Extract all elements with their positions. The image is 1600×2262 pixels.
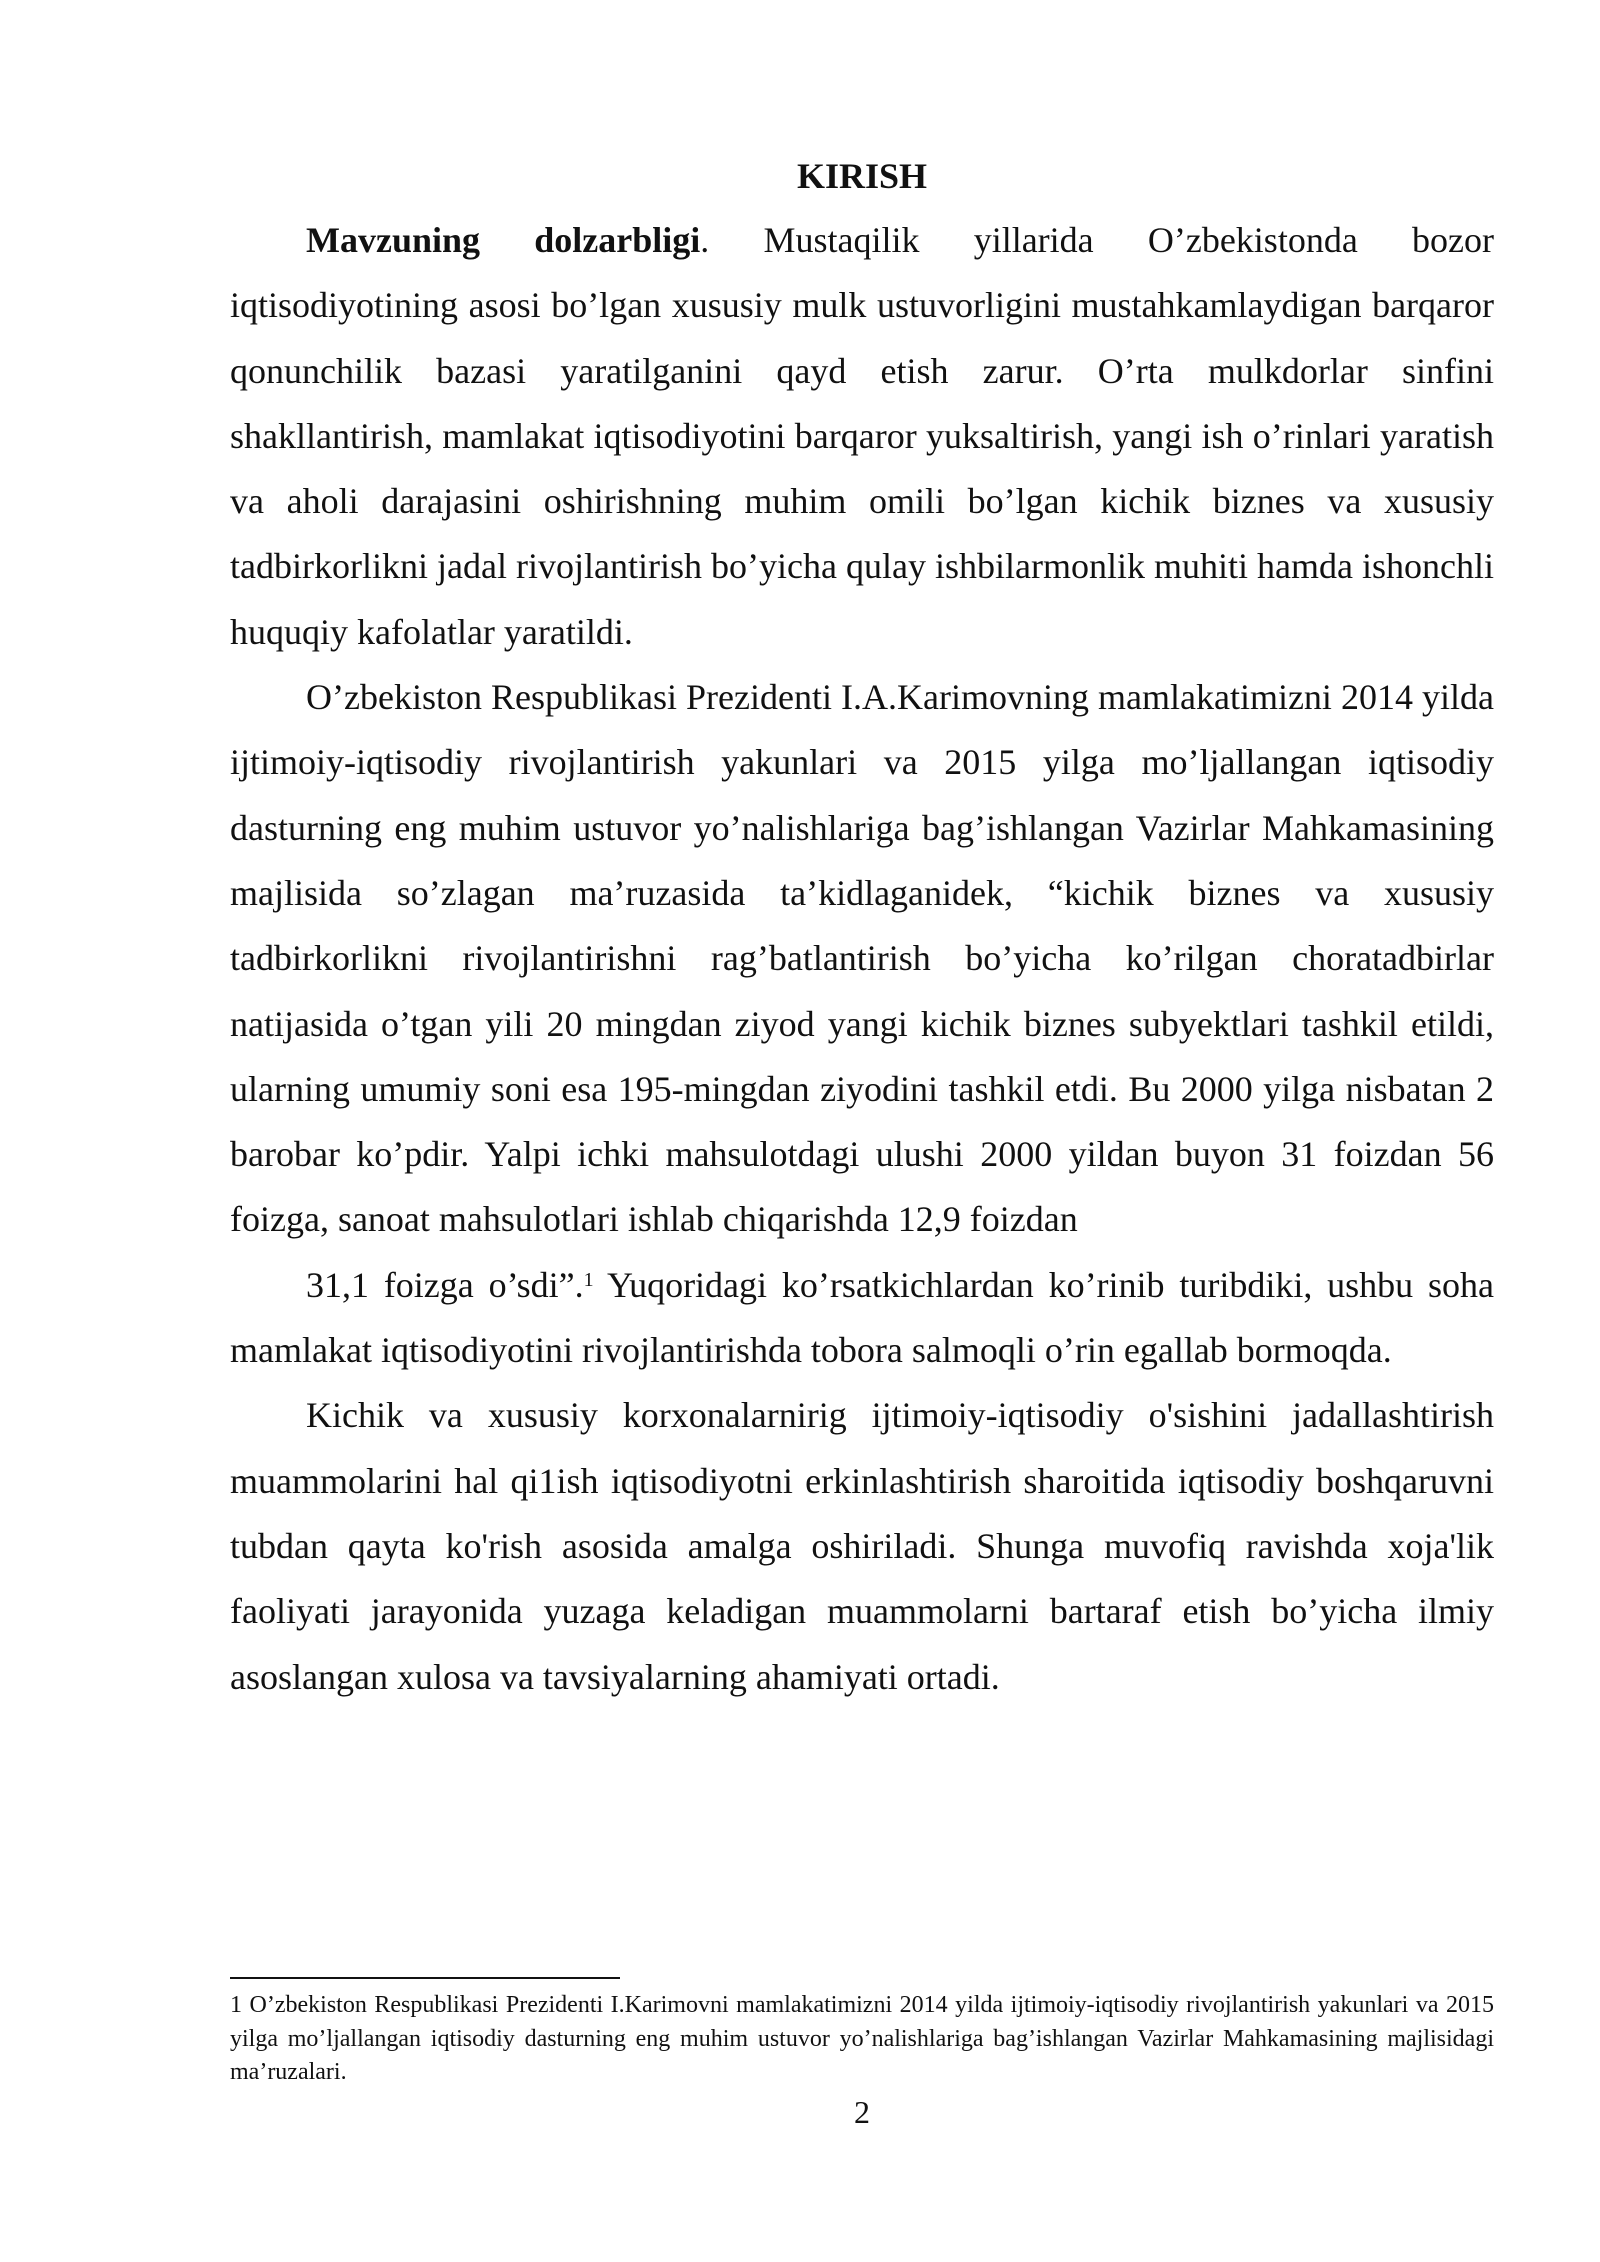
body-text: [230, 208, 1494, 1710]
paragraph-text: 31,1 foizga o’sdi”.: [306, 1264, 584, 1305]
page-number: 2: [854, 2094, 870, 2130]
paragraph-relevance: [230, 208, 1494, 665]
footnote-reference[interactable]: 1: [583, 1268, 594, 1291]
paragraph-text: . Mustaqilik yillarida O’zbekistonda bozor iqtisodiyotining asosi bo’lgan xususiy mulk ustuvorligini mustahkamlaydigan barqaror qonunchilik bazasi yaratilganini qayd etish zarur. O’rta mulkdorlar sinfini shakllantirish, mamlakat iqtisodiyotini barqaror yuksaltirish, yangi ish o’rinlari yaratish va aholi darajasini oshirishning muhim omili bo’lgan kichik biznes va xususiy tadbirkorlikni jadal rivojlantirish bo’yicha qulay ishbilarmonlik muhiti hamda ishonchli huquqiy kafolatlar yaratildi.: [230, 220, 1494, 652]
paragraph-president-report: O’zbekiston Respublikasi Prezidenti I.A.Karimovning mamlakatimizni 2014 yilda ijtimoiy-iqtisodiy rivojlantirish yakunlari va 2015 yilga mo’ljallangan iqtisodiy dasturning eng muhim ustuvor yo’nalishlariga bag’ishlangan Vazirlar Mahkamasining majlisida so’zlagan ma’ruzasida ta’kidlaganidek, “kichik biznes va xususiy tadbirkorlikni rivojlantirishni rag’batlantirish bo’yicha ko’rilgan choratadbirlar natijasida o’tgan yili 20 mingdan ziyod yangi kichik biznes subyektlari tashkil etildi, ularning umumiy soni esa 195-mingdan ziyodini tashkil etdi. Bu 2000 yilga nisbatan 2 barobar ko’pdir. Yalpi ichki mahsulotdagi ulushi 2000 yildan buyon 31 foizdan 56 foizga, sanoat mahsulotlari ishlab chiqarishda 12,9 foizdan: [230, 677, 1494, 1240]
footnote: 1 O’zbekiston Respublikasi Prezidenti I.Karimovni mamlakatimizni 2014 yilda ijtimoiy-iqtisodiy rivojlantirish yakunlari va 2015 yilga mo’ljallangan iqtisodiy dasturning eng muhim ustuvor yo’nalishlariga bag’ishlangan Vazirlar Mahkamasining majlisidagi ma’ruzalari.: [230, 1992, 1494, 2085]
paragraph-lead: Mavzuning dolzarbligi: [306, 220, 701, 260]
page-title: KIRISH: [796, 156, 928, 196]
paragraph-text: Yuqoridagi ko’rsatkichlardan ko’rinib turibdiki, ushbu soha mamlakat iqtisodiyotini rivojlantirishda tobora salmoqli o’rin egallab bormoqda.: [230, 1264, 1494, 1371]
document-page: [230, 0, 1494, 2262]
footnote-divider: [230, 1977, 620, 1979]
paragraph-growth: [230, 1253, 1494, 1384]
paragraph-enterprises: Kichik va xususiy korxonalarnirig ijtimoiy-iqtisodiy o'sishini jadallashtirish muammolarini hal qi1ish iqtisodiyotni erkinlashtirish sharoitida iqtisodiy boshqaruvni tubdan qayta ko'rish asosida amalga oshiriladi. Shunga muvofiq ravishda xoja'lik faoliyati jarayonida yuzaga keladigan muammolarni bartaraf etish bo’yicha ilmiy asoslangan xulosa va tavsiyalarning ahamiyati ortadi.: [230, 1395, 1494, 1697]
